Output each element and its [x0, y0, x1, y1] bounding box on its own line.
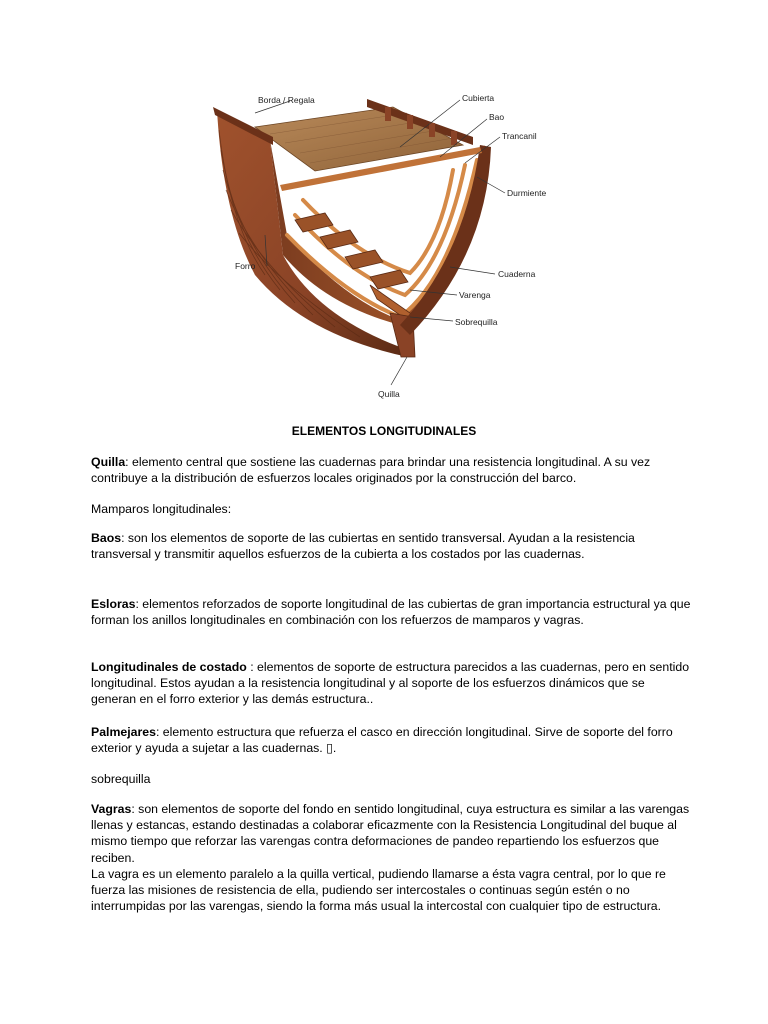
text-vagras: : son elementos de soporte del fondo en sentido longitudinal, cuya estructura es similar a las varengas llenas y estancas, estando destinadas a colaborar eficazmente con la Resistencia Longitudinal del buque al mismo tiempo que reforzar las varengas contra deformaciones de pandeo repartiendo los esfuerzos que reciben.: [91, 802, 690, 865]
text-baos: : son los elementos de soporte de las cubiertas en sentido transversal. Ayudan a la resistencia transversal y transmitir aquellos esfuerzos de la cubierta a los costados por las cuadernas.: [91, 531, 635, 562]
term-vagras: Vagras: [91, 802, 132, 816]
label-borda-regala: Borda / Regala: [258, 95, 315, 105]
paragraph-vagras: [91, 801, 691, 866]
paragraph-mamparos: [91, 501, 691, 517]
label-cuaderna: Cuaderna: [498, 269, 536, 279]
label-durmiente: Durmiente: [507, 188, 547, 198]
paragraph-sobrequilla: [91, 771, 691, 787]
label-sobrequilla: Sobrequilla: [455, 317, 498, 327]
term-longitudinales: Longitudinales de costado: [91, 660, 247, 674]
paragraph-longitudinales: [91, 659, 691, 708]
text-quilla: : elemento central que sostiene las cuadernas para brindar una resistencia longitudinal. A su vez contribuye a la distribución de esfuerzos locales originados por la construcción del barco.: [91, 455, 651, 486]
label-quilla: Quilla: [378, 389, 400, 399]
section-heading: ELEMENTOS LONGITUDINALES: [291, 424, 477, 438]
text-vagra-central: La vagra es un elemento paralelo a la quilla vertical, pudiendo llamarse a ésta vagra central, por lo que re fuerza las misiones de resistencia de ella, pudiendo ser intercostales o continuas según estén o no interrumpidas por las varengas, siendo la forma más usual la intercostal con cualquier tipo de estructura.: [91, 867, 666, 914]
text-palmejares: : elemento estructura que refuerza el casco en dirección longitudinal. Sirve de soporte del forro exterior y ayuda a sujetar a las cuadernas. ▯.: [91, 725, 673, 756]
term-esloras: Esloras: [91, 597, 136, 611]
text-sobrequilla: sobrequilla: [91, 772, 151, 786]
hull-structure-diagram: [195, 85, 575, 405]
term-baos: Baos: [91, 531, 122, 545]
text-esloras: : elementos reforzados de soporte longitudinal de las cubiertas de gran importancia estructural ya que forman los anillos longitudinales en combinación con los refuerzos de mamparos y vagras.: [91, 597, 691, 628]
term-quilla: Quilla: [91, 455, 126, 469]
label-trancanil: Trancanil: [502, 131, 537, 141]
term-palmejares: Palmejares: [91, 725, 156, 739]
paragraph-quilla: [91, 454, 691, 486]
label-bao: Bao: [489, 112, 505, 122]
paragraph-baos: [91, 530, 691, 562]
text-longitudinales: : elementos de soporte de estructura parecidos a las cuadernas, pero en sentido longitudinal. Estos ayudan a la resistencia longitudinal y al soporte de los esfuerzos dinámicos que se generan en el forro exterior y las demás estructura..: [91, 660, 690, 707]
text-mamparos: Mamparos longitudinales:: [91, 502, 232, 516]
paragraph-palmejares: [91, 724, 691, 756]
label-varenga: Varenga: [459, 290, 491, 300]
paragraph-esloras: [91, 596, 691, 628]
label-cubierta: Cubierta: [462, 93, 495, 103]
label-forro: Forro: [235, 261, 256, 271]
paragraph-vagra-central: [91, 866, 691, 915]
